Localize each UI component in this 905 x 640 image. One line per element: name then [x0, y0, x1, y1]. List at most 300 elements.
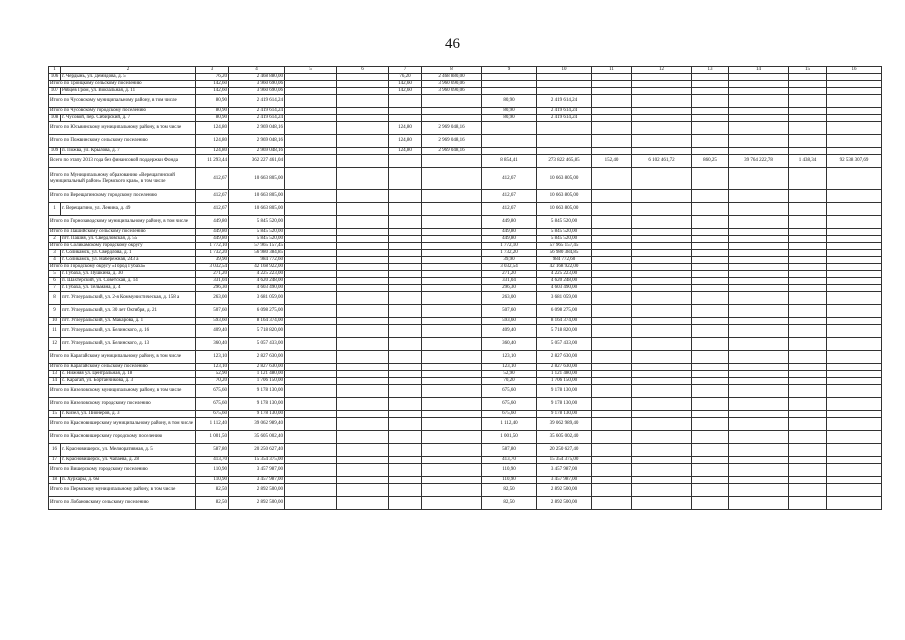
cost-cell: 10 663 805,00 — [229, 203, 285, 216]
value-cell-8: 3 960 690,06 — [422, 81, 482, 88]
address-cell: с. Нижняя ул. Центральная, д. 18 — [61, 371, 196, 378]
value-cell-15 — [789, 135, 827, 148]
value-cell-11 — [592, 216, 632, 229]
value-cell-13 — [692, 216, 729, 229]
value-cell-8 — [422, 484, 482, 497]
table-row — [49, 88, 882, 95]
value-cell-5 — [285, 364, 337, 371]
row-number: 11 — [49, 325, 61, 338]
value-cell-5 — [285, 431, 337, 444]
value-cell-14 — [729, 318, 789, 325]
value-cell-9: 1 772,10 — [482, 243, 537, 250]
address-cell: Рябцев Гром, ул. Вокзальная, д. 11 — [61, 88, 196, 95]
value-cell-13 — [692, 264, 729, 271]
value-cell-12 — [632, 278, 692, 285]
value-cell-5 — [285, 236, 337, 243]
value-cell-10 — [537, 122, 592, 135]
value-cell-12 — [632, 243, 692, 250]
value-cell-14 — [729, 122, 789, 135]
value-cell-9 — [482, 148, 537, 155]
value-cell-16 — [827, 418, 882, 431]
value-cell-15 — [789, 115, 827, 122]
value-cell-10: 3 457 987,00 — [537, 477, 592, 484]
address-cell: пгт. Углеуральский, ул. Макарова, д. 1 — [61, 318, 196, 325]
value-cell-13 — [692, 203, 729, 216]
area-cell: 675,60 — [196, 398, 229, 411]
value-cell-7 — [389, 444, 422, 457]
value-cell-13 — [692, 338, 729, 351]
value-cell-10 — [537, 74, 592, 81]
value-cell-13 — [692, 257, 729, 264]
subtotal-label: Итого по Юсьвинскому муниципальному району, в том числе — [49, 122, 196, 135]
value-cell-11 — [592, 285, 632, 292]
value-cell-9: 593,60 — [482, 318, 537, 325]
cost-cell: 4 225 223,00 — [229, 271, 285, 278]
column-number-1: 1 — [49, 67, 61, 74]
row-number: 3 — [49, 250, 61, 257]
row-number: 14 — [49, 378, 61, 385]
value-cell-9: 412,67 — [482, 190, 537, 203]
value-cell-11 — [592, 271, 632, 278]
cost-cell: 57 965 157,45 — [229, 243, 285, 250]
value-cell-12 — [632, 484, 692, 497]
value-cell-13 — [692, 278, 729, 285]
value-cell-6 — [337, 190, 389, 203]
address-cell: г. Верещагино, ул. Ленина, д. 49 — [61, 203, 196, 216]
value-cell-16 — [827, 95, 882, 108]
area-cell: 124,80 — [196, 148, 229, 155]
value-cell-7 — [389, 497, 422, 510]
row-number: 10 — [49, 318, 61, 325]
value-cell-15 — [789, 236, 827, 243]
value-cell-12 — [632, 148, 692, 155]
value-cell-5 — [285, 285, 337, 292]
address-cell: г. Соликамск, ул. Набережная, 243 а — [61, 257, 196, 264]
value-cell-12 — [632, 371, 692, 378]
value-cell-15 — [789, 292, 827, 305]
value-cell-7 — [389, 278, 422, 285]
value-cell-9: 412,67 — [482, 203, 537, 216]
value-cell-11 — [592, 338, 632, 351]
value-cell-10 — [537, 148, 592, 155]
table-row — [49, 338, 882, 351]
value-cell-8 — [422, 338, 482, 351]
cost-cell: 984 772,60 — [229, 257, 285, 264]
value-cell-15 — [789, 385, 827, 398]
cost-cell: 2 969 048,16 — [229, 148, 285, 155]
value-cell-12 — [632, 411, 692, 418]
value-cell-9: 80,90 — [482, 108, 537, 115]
value-cell-12 — [632, 88, 692, 95]
area-cell: 76,20 — [196, 74, 229, 81]
value-cell-14 — [729, 203, 789, 216]
value-cell-9: 1 732,20 — [482, 250, 537, 257]
value-cell-15 — [789, 371, 827, 378]
row-number: 18 — [49, 477, 61, 484]
value-cell-16 — [827, 457, 882, 464]
value-cell-10: 42 168 922,00 — [537, 264, 592, 271]
cost-cell: 10 663 805,00 — [229, 190, 285, 203]
table-row — [49, 431, 882, 444]
table-row — [49, 229, 882, 236]
value-cell-16 — [827, 351, 882, 364]
cost-cell: 2 827 630,00 — [229, 364, 285, 371]
value-cell-9: 409,40 — [482, 325, 537, 338]
column-number-9: 9 — [482, 67, 537, 74]
value-cell-5 — [285, 325, 337, 338]
address-cell: пгт. Углеуральский, ул. 2-я Коммунистическая, д. 158 а — [61, 292, 196, 305]
value-cell-7: 142,60 — [389, 81, 422, 88]
value-cell-16 — [827, 318, 882, 325]
value-cell-6 — [337, 418, 389, 431]
value-cell-13 — [692, 168, 729, 190]
value-cell-9 — [482, 122, 537, 135]
value-cell-11 — [592, 243, 632, 250]
value-cell-14 — [729, 385, 789, 398]
value-cell-13: 860,25 — [692, 155, 729, 168]
value-cell-7 — [389, 378, 422, 385]
value-cell-12 — [632, 398, 692, 411]
value-cell-9: 82,50 — [482, 497, 537, 510]
address-cell: п. Пожва, ул. Крылова, д. 7 — [61, 148, 196, 155]
value-cell-10: 5 845 520,00 — [537, 216, 592, 229]
value-cell-14 — [729, 431, 789, 444]
value-cell-14 — [729, 418, 789, 431]
value-cell-15 — [789, 484, 827, 497]
table-row — [49, 398, 882, 411]
value-cell-7 — [389, 371, 422, 378]
cost-cell: 3 960 690,06 — [229, 81, 285, 88]
value-cell-8 — [422, 115, 482, 122]
value-cell-16 — [827, 108, 882, 115]
value-cell-8: 2 969 048,16 — [422, 135, 482, 148]
value-cell-8 — [422, 236, 482, 243]
value-cell-7 — [389, 338, 422, 351]
area-cell: 449,80 — [196, 229, 229, 236]
table-row — [49, 122, 882, 135]
value-cell-11 — [592, 385, 632, 398]
area-cell: 80,90 — [196, 95, 229, 108]
value-cell-14 — [729, 168, 789, 190]
value-cell-16 — [827, 243, 882, 250]
value-cell-11 — [592, 398, 632, 411]
value-cell-15 — [789, 351, 827, 364]
value-cell-9: 675,60 — [482, 398, 537, 411]
value-cell-6 — [337, 351, 389, 364]
value-cell-11 — [592, 74, 632, 81]
value-cell-12: 6 102 461,72 — [632, 155, 692, 168]
cost-cell: 2 419 614,24 — [229, 115, 285, 122]
value-cell-7 — [389, 271, 422, 278]
value-cell-8 — [422, 318, 482, 325]
value-cell-8: 2 468 880,00 — [422, 74, 482, 81]
value-cell-6 — [337, 431, 389, 444]
cost-cell: 10 663 805,00 — [229, 168, 285, 190]
value-cell-8 — [422, 155, 482, 168]
value-cell-15 — [789, 338, 827, 351]
value-cell-14 — [729, 364, 789, 371]
value-cell-10: 273 822 465,85 — [537, 155, 592, 168]
value-cell-11 — [592, 229, 632, 236]
value-cell-10: 2 419 614,24 — [537, 108, 592, 115]
value-cell-9: 675,60 — [482, 385, 537, 398]
value-cell-15 — [789, 243, 827, 250]
value-cell-16 — [827, 431, 882, 444]
value-cell-16 — [827, 190, 882, 203]
area-cell: 39,90 — [196, 257, 229, 264]
cost-cell: 35 605 002,40 — [229, 431, 285, 444]
value-cell-13 — [692, 88, 729, 95]
value-cell-6 — [337, 122, 389, 135]
value-cell-16 — [827, 385, 882, 398]
value-cell-7 — [389, 318, 422, 325]
value-cell-14 — [729, 338, 789, 351]
value-cell-5 — [285, 278, 337, 285]
value-cell-5 — [285, 305, 337, 318]
table-row — [49, 216, 882, 229]
value-cell-6 — [337, 203, 389, 216]
value-cell-8 — [422, 257, 482, 264]
address-cell: пгт. Углеуральский, ул. Белинского, д. 13 — [61, 338, 196, 351]
value-cell-15 — [789, 364, 827, 371]
value-cell-5 — [285, 155, 337, 168]
subtotal-label: Итого по Верещагинскому городскому поселению — [49, 190, 196, 203]
value-cell-16 — [827, 135, 882, 148]
value-cell-9: 123,10 — [482, 364, 537, 371]
value-cell-12 — [632, 351, 692, 364]
value-cell-16 — [827, 264, 882, 271]
cost-cell: 5 845 520,00 — [229, 229, 285, 236]
value-cell-10: 56 980 384,85 — [537, 250, 592, 257]
value-cell-12 — [632, 271, 692, 278]
value-cell-11 — [592, 378, 632, 385]
row-number: 17 — [49, 457, 61, 464]
value-cell-11 — [592, 477, 632, 484]
value-cell-13 — [692, 74, 729, 81]
row-number: 1 — [49, 203, 61, 216]
value-cell-8 — [422, 229, 482, 236]
value-cell-13 — [692, 250, 729, 257]
area-cell: 360,40 — [196, 338, 229, 351]
value-cell-5 — [285, 457, 337, 464]
cost-cell: 2 827 630,00 — [229, 351, 285, 364]
cost-cell: 3 960 690,06 — [229, 88, 285, 95]
value-cell-6 — [337, 378, 389, 385]
value-cell-9: 110,90 — [482, 477, 537, 484]
value-cell-11 — [592, 292, 632, 305]
value-cell-13 — [692, 243, 729, 250]
table-row — [49, 318, 882, 325]
value-cell-11 — [592, 148, 632, 155]
value-cell-13 — [692, 229, 729, 236]
value-cell-7 — [389, 464, 422, 477]
value-cell-10: 3 681 059,00 — [537, 292, 592, 305]
value-cell-11 — [592, 278, 632, 285]
value-cell-11 — [592, 364, 632, 371]
value-cell-10: 6 098 275,00 — [537, 305, 592, 318]
value-cell-8 — [422, 411, 482, 418]
value-cell-14 — [729, 243, 789, 250]
value-cell-7: 124,80 — [389, 122, 422, 135]
subtotal-label: Итого по Пермскому муниципальному району, в том числе — [49, 484, 196, 497]
area-cell: 1 772,10 — [196, 243, 229, 250]
value-cell-14 — [729, 497, 789, 510]
value-cell-15 — [789, 250, 827, 257]
value-cell-16 — [827, 229, 882, 236]
value-cell-13 — [692, 285, 729, 292]
value-cell-5 — [285, 464, 337, 477]
value-cell-5 — [285, 81, 337, 88]
value-cell-6 — [337, 464, 389, 477]
value-cell-16 — [827, 464, 882, 477]
column-number-13: 13 — [692, 67, 729, 74]
area-cell: 271,20 — [196, 271, 229, 278]
subtotal-label: Итого по Чусовскому городскому поселению — [49, 108, 196, 115]
value-cell-9: 507,60 — [482, 305, 537, 318]
value-cell-5 — [285, 108, 337, 115]
cost-cell: 2 468 880,00 — [229, 74, 285, 81]
table-row — [49, 418, 882, 431]
table-row — [49, 74, 882, 81]
address-cell: пгт. Углеуральский, ул. Белинского, д. 16 — [61, 325, 196, 338]
row-number: 4 — [49, 257, 61, 264]
value-cell-5 — [285, 203, 337, 216]
value-cell-13 — [692, 431, 729, 444]
table-row — [49, 325, 882, 338]
value-cell-15 — [789, 398, 827, 411]
value-cell-7: 124,80 — [389, 135, 422, 148]
subtotal-label: Итого по Красновишерскому городскому поселению — [49, 431, 196, 444]
value-cell-11 — [592, 497, 632, 510]
value-cell-6 — [337, 257, 389, 264]
table-row — [49, 477, 882, 484]
cost-cell: 1 706 150,00 — [229, 378, 285, 385]
value-cell-7 — [389, 292, 422, 305]
value-cell-15 — [789, 444, 827, 457]
cost-cell: 2 969 048,16 — [229, 122, 285, 135]
table-row — [49, 135, 882, 148]
value-cell-12 — [632, 264, 692, 271]
column-number-10: 10 — [537, 67, 592, 74]
value-cell-8 — [422, 464, 482, 477]
table-row — [49, 168, 882, 190]
cost-cell: 4 620 248,00 — [229, 278, 285, 285]
value-cell-6 — [337, 250, 389, 257]
value-cell-11 — [592, 190, 632, 203]
value-cell-8 — [422, 325, 482, 338]
value-cell-15 — [789, 418, 827, 431]
value-cell-12 — [632, 444, 692, 457]
value-cell-16 — [827, 257, 882, 264]
address-cell: г. Чердынь, ул. Демидова, д. 5 — [61, 74, 196, 81]
value-cell-5 — [285, 371, 337, 378]
value-cell-6 — [337, 444, 389, 457]
table-row — [49, 271, 882, 278]
value-cell-12 — [632, 457, 692, 464]
value-cell-7 — [389, 477, 422, 484]
subtotal-label: Итого по Красновишерскому муниципальному району, в том числе — [49, 418, 196, 431]
value-cell-12 — [632, 108, 692, 115]
value-cell-12 — [632, 216, 692, 229]
value-cell-6 — [337, 236, 389, 243]
value-cell-13 — [692, 351, 729, 364]
value-cell-15 — [789, 411, 827, 418]
value-cell-16 — [827, 338, 882, 351]
cost-cell: 4 603 490,00 — [229, 285, 285, 292]
value-cell-12 — [632, 81, 692, 88]
cost-cell: 9 178 130,00 — [229, 411, 285, 418]
value-cell-16 — [827, 203, 882, 216]
value-cell-9: 449,80 — [482, 216, 537, 229]
value-cell-8 — [422, 457, 482, 464]
value-cell-6 — [337, 338, 389, 351]
subtotal-label: Итого по Карагайскому сельскому поселению — [49, 364, 196, 371]
value-cell-14 — [729, 457, 789, 464]
value-cell-10: 2 892 500,00 — [537, 497, 592, 510]
value-cell-7: 76,20 — [389, 74, 422, 81]
cost-cell: 3 457 987,00 — [229, 477, 285, 484]
value-cell-5 — [285, 115, 337, 122]
cost-cell: 6 098 275,00 — [229, 305, 285, 318]
value-cell-14 — [729, 81, 789, 88]
value-cell-6 — [337, 364, 389, 371]
value-cell-15 — [789, 216, 827, 229]
value-cell-8: 3 960 690,06 — [422, 88, 482, 95]
row-number: 109 — [49, 148, 61, 155]
address-cell: г. Кизел, ул. Пионеров, д. 3 — [61, 411, 196, 418]
value-cell-11 — [592, 236, 632, 243]
value-cell-11 — [592, 95, 632, 108]
subtotal-label: Итого по Городскому округу «Город Губаха» — [49, 264, 196, 271]
value-cell-6 — [337, 285, 389, 292]
value-cell-10: 4 603 490,00 — [537, 285, 592, 292]
value-cell-12 — [632, 285, 692, 292]
area-cell: 123,10 — [196, 351, 229, 364]
table-row — [49, 497, 882, 510]
cost-cell: 362 227 461,04 — [229, 155, 285, 168]
value-cell-10: 10 663 805,00 — [537, 203, 592, 216]
table-row — [49, 155, 882, 168]
value-cell-14 — [729, 351, 789, 364]
value-cell-14 — [729, 444, 789, 457]
area-cell: 124,80 — [196, 122, 229, 135]
value-cell-6 — [337, 318, 389, 325]
value-cell-11 — [592, 464, 632, 477]
address-cell: пгт. Углеуральский, ул. 30 лет Октября, д. 21 — [61, 305, 196, 318]
value-cell-10: 5 845 520,00 — [537, 236, 592, 243]
row-number: 15 — [49, 411, 61, 418]
value-cell-9 — [482, 88, 537, 95]
value-cell-13 — [692, 305, 729, 318]
column-number-4: 4 — [229, 67, 285, 74]
value-cell-11 — [592, 431, 632, 444]
value-cell-14 — [729, 88, 789, 95]
value-cell-10: 9 178 130,00 — [537, 385, 592, 398]
value-cell-9: 296,30 — [482, 285, 537, 292]
value-cell-11: 152,40 — [592, 155, 632, 168]
value-cell-6 — [337, 95, 389, 108]
column-number-12: 12 — [632, 67, 692, 74]
value-cell-9 — [482, 74, 537, 81]
subtotal-label: Итого по Кизеловскому муниципальному району, в том числе — [49, 385, 196, 398]
value-cell-15 — [789, 325, 827, 338]
value-cell-14 — [729, 464, 789, 477]
value-cell-16 — [827, 477, 882, 484]
value-cell-9: 449,80 — [482, 236, 537, 243]
value-cell-8 — [422, 305, 482, 318]
value-cell-10: 5 057 433,00 — [537, 338, 592, 351]
area-cell: 110,90 — [196, 477, 229, 484]
